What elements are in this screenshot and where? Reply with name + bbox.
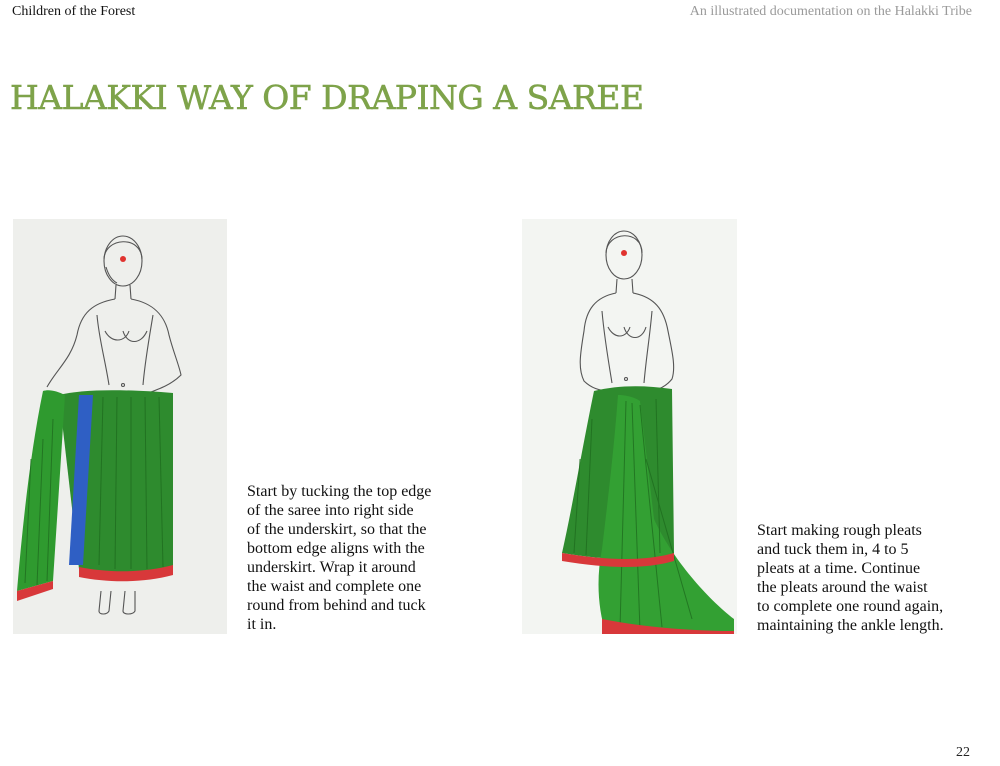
page-number: 22: [956, 745, 970, 760]
document-title-header: Children of the Forest: [12, 4, 136, 19]
document-subtitle-header: An illustrated documentation on the Halakki Tribe: [689, 4, 972, 19]
step-1-caption: Start by tucking the top edge of the saree into right side of the underskirt, so that the bottom edge aligns with the underskirt. Wrap it around the waist and complete one round from behind and tuck it in.: [247, 483, 432, 633]
step-2-illustration: [522, 219, 737, 634]
bindi-icon: [120, 256, 126, 262]
step-2-caption: Start making rough pleats and tuck them in, 4 to 5 pleats at a time. Continue the pleats around the waist to complete one round again, maintaining the ankle length.: [757, 522, 944, 634]
step-1-illustration: [13, 219, 227, 634]
woman-saree-step-1-drawing: [13, 219, 227, 634]
page-title: HALAKKI WAY OF DRAPING A SAREE: [10, 78, 644, 117]
woman-saree-step-2-drawing: [522, 219, 737, 634]
bindi-icon: [621, 250, 627, 256]
